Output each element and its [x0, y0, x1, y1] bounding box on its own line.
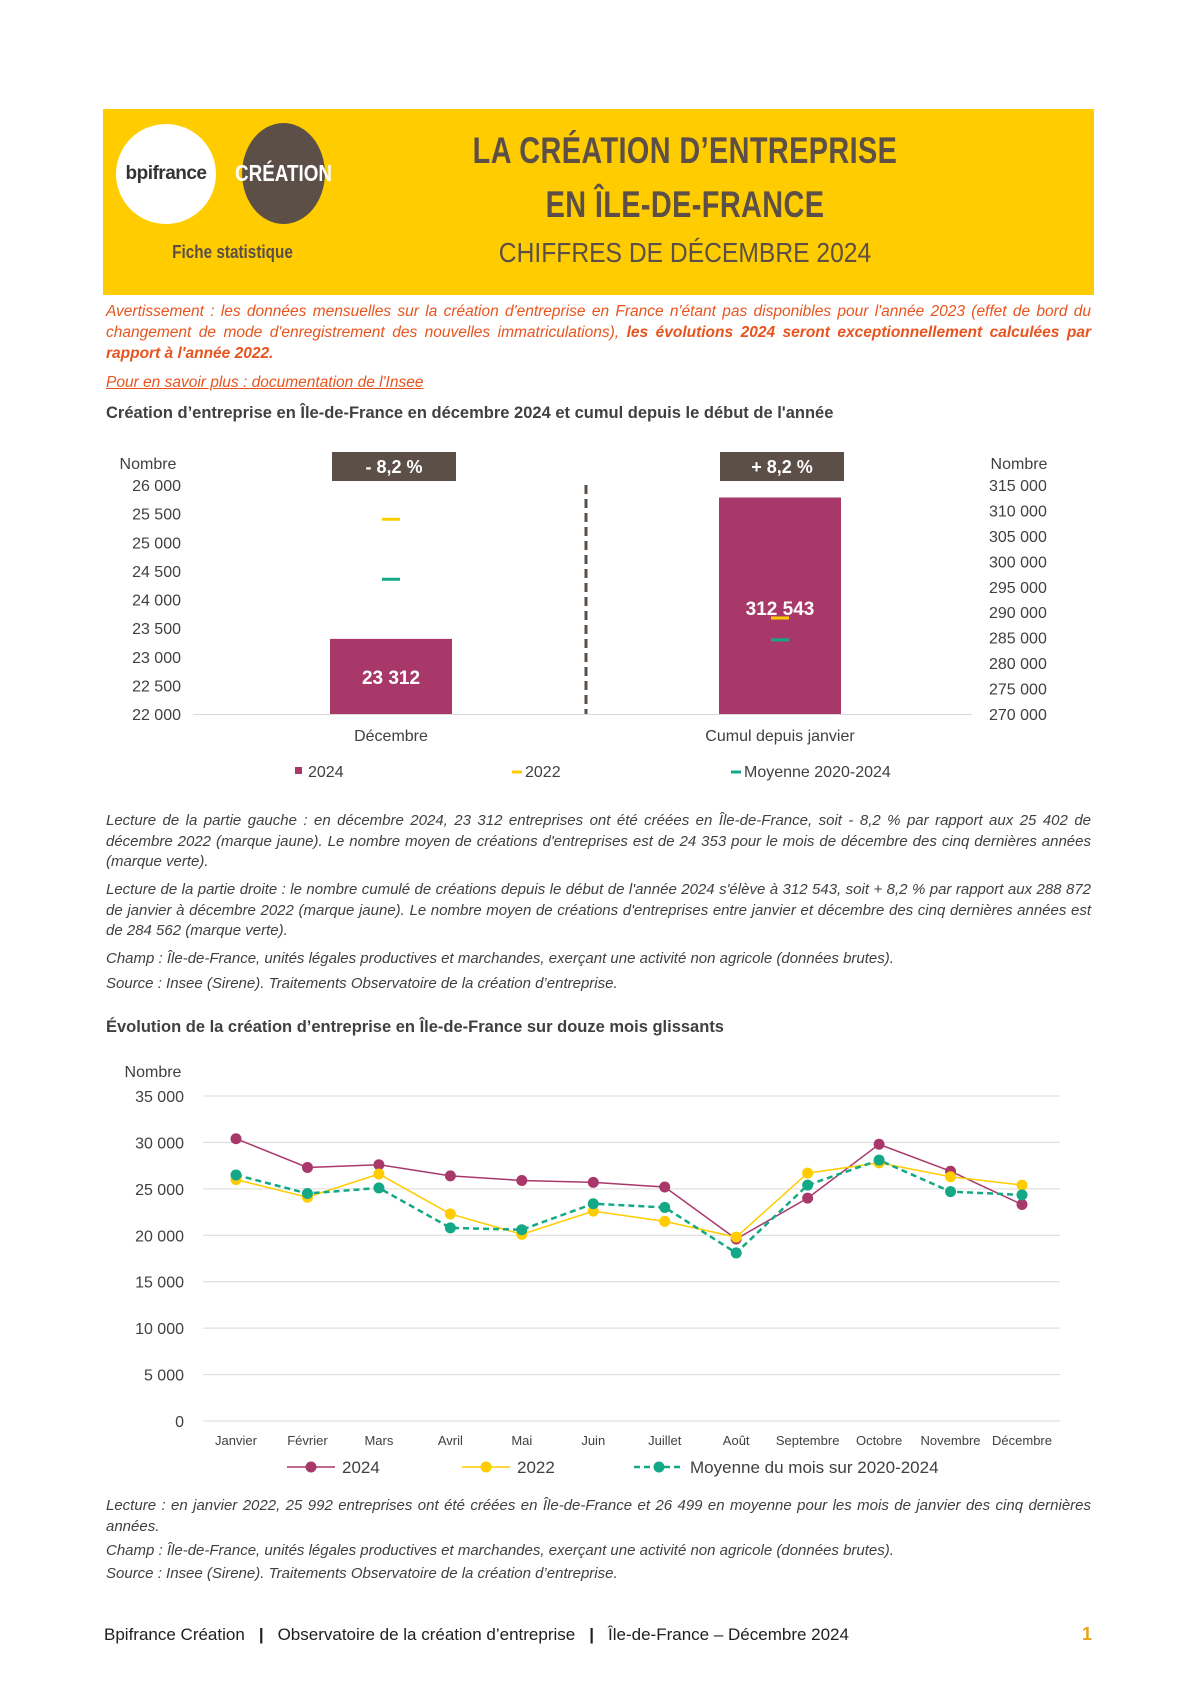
chart1-right-tick: 290 000: [989, 605, 1047, 623]
chart2-series: [231, 1133, 1028, 1258]
chart2-point-2022: [445, 1208, 456, 1219]
chart2-y-tick: 10 000: [135, 1321, 184, 1339]
chart1-lecture-left: Lecture de la partie gauche : en décembre 2024, 23 312 entreprises ont été créées en Île-de-France, soit - 8,2 % par rapport aux 25 402 de décembre 2022 (marque jaune). Le nombre moyen de créations d'entreprises est de 24 353 pour le mois de décembre des cinq dernières années (marque verte).: [106, 812, 1091, 870]
chart2-point-avg: [302, 1188, 313, 1199]
chart2-lecture: Lecture : en janvier 2022, 25 992 entreprises ont été créées en Île-de-France et 26 499 en moyenne pour les mois de janvier des cinq dernières années.: [106, 1497, 1091, 1535]
chart2-x-tick: Avril: [437, 1433, 463, 1448]
chart1-source: Source : Insee (Sirene). Traitements Observatoire de la création d’entreprise.: [106, 975, 618, 992]
chart2-point-avg: [588, 1198, 599, 1209]
chart2-point-avg: [659, 1202, 670, 1213]
chart1-legend-2022: 2022: [525, 764, 561, 781]
chart1-category-right: Cumul depuis janvier: [705, 728, 855, 745]
chart2-y-ticks: [135, 1089, 184, 1431]
chart2-line-avg: [236, 1160, 1022, 1253]
chart2-title: Évolution de la création d’entreprise en Île-de-France sur douze mois glissants: [106, 1018, 724, 1036]
footer-part1: Bpifrance Création: [104, 1625, 245, 1644]
page-title-line1: LA CRÉATION D’ENTREPRISE: [472, 130, 898, 171]
chart2-point-2022: [1017, 1180, 1028, 1191]
chart2-point-avg: [802, 1180, 813, 1191]
chart1-legend-2024: 2024: [308, 764, 344, 781]
chart1-left-tick: 22 500: [132, 678, 181, 696]
chart1-left-axis-label: Nombre: [119, 456, 177, 473]
chart1-right-tick: 295 000: [989, 579, 1047, 597]
chart2-champ: Champ : Île-de-France, unités légales productives et marchandes, exerçant une activité non agricole (données brutes).: [106, 1542, 894, 1559]
chart2-legend-2024-marker: [306, 1462, 317, 1473]
chart2-point-2024: [231, 1133, 242, 1144]
chart2-point-2024: [445, 1170, 456, 1181]
chart1-badge-left-text: - 8,2 %: [365, 457, 423, 477]
chart2-x-tick: Novembre: [920, 1433, 981, 1448]
chart2-point-2024: [874, 1139, 885, 1150]
chart2-point-avg: [731, 1247, 742, 1258]
page-subtitle: CHIFFRES DE DÉCEMBRE 2024: [498, 237, 872, 268]
chart2-legend-avg-marker: [654, 1462, 665, 1473]
chart1-bar-label-right: 312 543: [745, 599, 815, 620]
chart2-point-2022: [659, 1216, 670, 1227]
chart2-point-2024: [1017, 1199, 1028, 1210]
chart1-badge-right-text: + 8,2 %: [751, 457, 813, 477]
chart1-lecture-right: Lecture de la partie droite : le nombre cumulé de créations depuis le début de l'année 2024 s'élève à 312 543, soit + 8,2 % par rapport aux 288 872 de janvier à décembre 2022 (marque jaune). Le nombre moyen de créations d'entreprises entre janvier et décembre des cinq dernières années est de 284 562 (marque verte).: [106, 881, 1091, 939]
chart1-right-tick: 300 000: [989, 554, 1047, 572]
chart2-y-axis-label: Nombre: [124, 1064, 182, 1081]
chart2-point-avg: [445, 1222, 456, 1233]
warning-body: Avertissement : les données mensuelles sur la création d'entreprise en France n'étant pas disponibles pour l'année 2023 (effet de bord du changement de mode d'enregistrement des nouvelles immatriculations),: [106, 303, 1091, 341]
chart2-point-2022: [731, 1232, 742, 1243]
chart2-point-2022: [802, 1168, 813, 1179]
chart2-y-tick: 35 000: [135, 1089, 184, 1106]
chart2-point-2024: [588, 1177, 599, 1188]
chart2-y-tick: 30 000: [135, 1135, 184, 1153]
chart2-y-tick: 0: [175, 1414, 184, 1431]
chart2-y-tick: 25 000: [135, 1181, 184, 1199]
chart1-right-tick: 275 000: [989, 681, 1047, 699]
chart1-left-tick: 26 000: [132, 478, 181, 495]
chart1-left-tick: 25 500: [132, 506, 181, 524]
chart2-y-tick: 5 000: [143, 1367, 184, 1385]
chart2-point-2024: [302, 1162, 313, 1173]
chart2-x-tick: Octobre: [855, 1433, 903, 1448]
footer-separator-1: |: [258, 1625, 264, 1644]
chart2-legend-avg: Moyenne du mois sur 2020-2024: [690, 1458, 939, 1477]
bpifrance-logo-text: bpifrance: [125, 163, 207, 184]
chart1-right-tick: 270 000: [989, 707, 1047, 724]
chart2-point-avg: [516, 1224, 527, 1235]
footer-part3: Île-de-France – Décembre 2024: [608, 1625, 849, 1644]
chart1-champ: Champ : Île-de-France, unités légales productives et marchandes, exerçant une activité non agricole (données brutes).: [106, 950, 894, 967]
chart1-right-tick: 310 000: [989, 503, 1047, 521]
chart2-source: Source : Insee (Sirene). Traitements Observatoire de la création d’entreprise.: [106, 1565, 618, 1582]
footer: [104, 1625, 849, 1645]
chart1-right-tick: 285 000: [989, 630, 1047, 648]
chart1-left-tick: 24 500: [132, 563, 181, 581]
creation-logo-text: CRÉATION: [234, 160, 333, 186]
chart2-point-2022: [373, 1169, 384, 1180]
chart1-left-tick: 23 500: [132, 621, 181, 639]
chart2-point-2024: [659, 1182, 670, 1193]
footer-separator-2: |: [589, 1625, 595, 1644]
chart1-right-axis-label: Nombre: [990, 456, 1048, 473]
chart2-legend-2022-marker: [481, 1462, 492, 1473]
chart2-legend: [287, 1458, 939, 1477]
page-title-line2: EN ÎLE-DE-FRANCE: [545, 184, 825, 225]
chart2-y-tick: 15 000: [135, 1274, 184, 1292]
chart2-point-2024: [802, 1193, 813, 1204]
chart2-y-tick: 20 000: [135, 1228, 184, 1246]
warning-bold: les évolutions 2024 seront exceptionnellement calculées par rapport à l'année 2022.: [106, 324, 1091, 362]
chart2-line-2022: [236, 1163, 1022, 1237]
chart2-x-ticks: [215, 1433, 1052, 1448]
chart1-bar-label-left: 23 312: [361, 668, 421, 689]
chart1-left-tick: 25 000: [132, 535, 181, 553]
chart1-legend-avg: Moyenne 2020-2024: [744, 764, 891, 781]
chart1-left-tick: 23 000: [132, 649, 181, 667]
footer-part2: Observatoire de la création d’entreprise: [277, 1625, 576, 1644]
chart2-point-avg: [945, 1186, 956, 1197]
chart2-x-tick: Décembre: [992, 1433, 1052, 1448]
chart2-gridlines: [203, 1096, 1060, 1421]
chart2-x-tick: Juin: [581, 1433, 606, 1448]
chart2-point-avg: [231, 1169, 242, 1180]
chart1-right-tick: 305 000: [989, 528, 1047, 546]
chart2-x-tick: Août: [722, 1433, 750, 1448]
fiche-label: Fiche statistique: [172, 242, 293, 262]
chart2-point-2024: [516, 1175, 527, 1186]
chart2-point-2022: [945, 1171, 956, 1182]
chart2-legend-2024: 2024: [342, 1458, 380, 1477]
chart2-x-tick: Mars: [364, 1433, 394, 1448]
page-number: 1: [1082, 1624, 1093, 1644]
chart2-x-tick: Mai: [511, 1433, 533, 1448]
chart2-x-tick: Juillet: [648, 1433, 682, 1448]
chart1-right-tick: 315 000: [989, 478, 1047, 495]
chart2-point-avg: [373, 1182, 384, 1193]
chart2-x-tick: Septembre: [775, 1433, 840, 1448]
chart2-x-tick: Février: [287, 1433, 328, 1448]
chart1-left-tick: 24 000: [132, 592, 181, 610]
chart1-title: Création d’entreprise en Île-de-France en décembre 2024 et cumul depuis le début de l'année: [106, 404, 834, 422]
insee-doc-link[interactable]: Pour en savoir plus : documentation de l'Insee: [106, 374, 424, 391]
chart2-legend-2022: 2022: [517, 1458, 555, 1477]
chart2-point-avg: [874, 1155, 885, 1166]
chart1-left-tick: 22 000: [132, 707, 181, 724]
chart2-point-avg: [1017, 1189, 1028, 1200]
chart1-category-left: Décembre: [354, 728, 428, 745]
chart2-x-tick: Janvier: [215, 1433, 257, 1448]
chart1-right-tick: 280 000: [989, 656, 1047, 674]
